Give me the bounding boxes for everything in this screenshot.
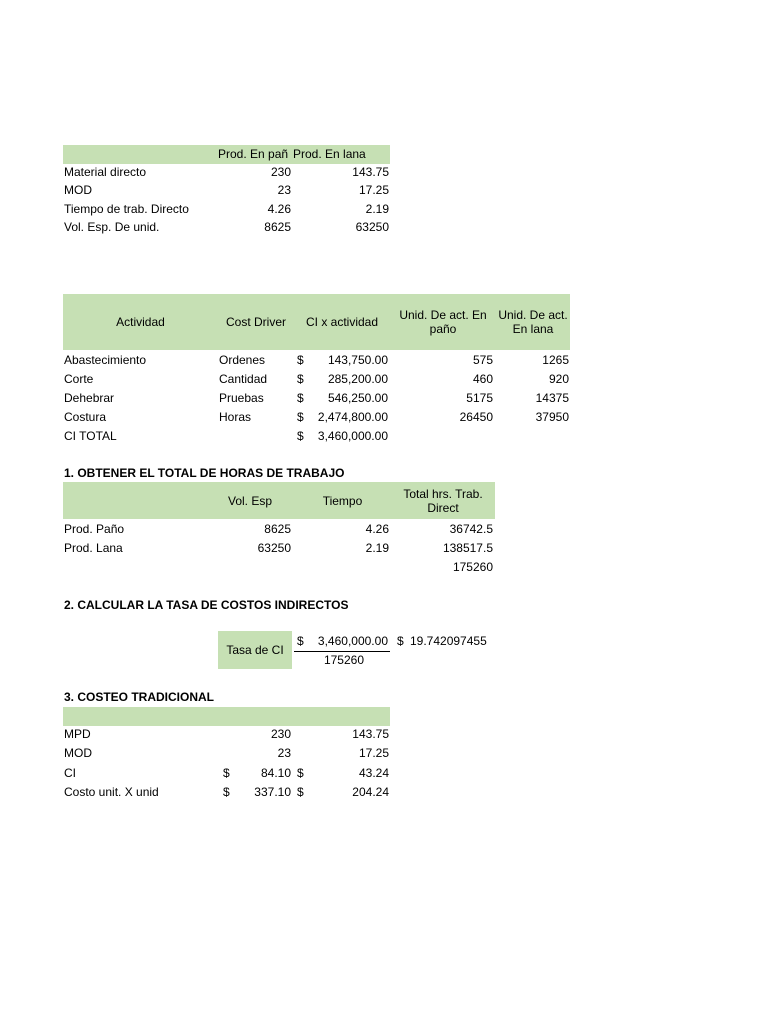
table2-header-actividad: Actividad (116, 315, 165, 329)
section1-header-vol: Vol. Esp (227, 493, 273, 508)
tasa-result: 19.742097455 (410, 634, 487, 648)
section1-total: 138517.5 (442, 541, 493, 555)
table2-ci: 3,460,000.00 (317, 429, 388, 443)
section3-title: 3. COSTEO TRADICIONAL (64, 690, 215, 704)
table1-cell: 143.75 (352, 165, 389, 179)
section1-title: 1. OBTENER EL TOTAL DE HORAS DE TRABAJO (64, 466, 345, 480)
table1-cell: 4.26 (267, 202, 291, 216)
section3-currency: $ (297, 785, 304, 799)
section3-currency: $ (223, 766, 230, 780)
table2-header-driver: Cost Driver (225, 315, 286, 329)
table2-ci: 2,474,800.00 (317, 410, 388, 424)
table2-currency: $ (297, 410, 304, 424)
tasa-numerator: 3,460,000.00 (317, 634, 388, 648)
table1-cell: 2.19 (365, 202, 389, 216)
section1-tiempo: 4.26 (365, 522, 389, 536)
table2-lana: 14375 (535, 391, 569, 405)
tasa-result-currency: $ (397, 634, 404, 648)
section1-vol: 63250 (257, 541, 291, 555)
section1-row-label: Prod. Lana (64, 541, 123, 555)
table2-pano: 460 (472, 372, 493, 386)
table2-header-pano: Unid. De act. En paño (399, 308, 487, 336)
tasa-denominator: 175260 (323, 653, 364, 667)
section3-v2: 43.24 (358, 766, 389, 780)
table2-currency: $ (297, 429, 304, 443)
table2-header-ci: CI x actividad (305, 315, 379, 329)
table2-activity: Dehebrar (64, 391, 115, 405)
table1-row-label: Material directo (64, 165, 147, 179)
table2-ci: 285,200.00 (327, 372, 388, 386)
table2-driver: Cantidad (219, 372, 268, 386)
table2-lana: 920 (548, 372, 569, 386)
section3-header-bar (63, 707, 390, 726)
table2-pano: 575 (472, 353, 493, 367)
table1-cell: 17.25 (358, 183, 389, 197)
section3-v1: 230 (270, 727, 291, 741)
table1-header-lana: Prod. En lana (293, 147, 366, 161)
table2-currency: $ (297, 372, 304, 386)
table1-row-label: Vol. Esp. De unid. (64, 220, 160, 234)
table2-activity: Corte (64, 372, 94, 386)
section3-row-label: MOD (64, 746, 92, 760)
section3-v2: 143.75 (352, 727, 389, 741)
section3-row-label: MPD (64, 727, 91, 741)
table2-driver: Pruebas (219, 391, 264, 405)
section3-row-label: CI (64, 766, 76, 780)
section1-vol: 8625 (264, 522, 291, 536)
section1-total: 36742.5 (449, 522, 493, 536)
table1-row-label: Tiempo de trab. Directo (64, 202, 189, 216)
table1-cell: 63250 (355, 220, 389, 234)
table1-cell: 8625 (264, 220, 291, 234)
section1-header-total: Total hrs. Trab. Direct (403, 486, 483, 515)
table2-driver: Ordenes (219, 353, 266, 367)
table1-header-pano: Prod. En pañ (218, 147, 289, 161)
section3-currency: $ (223, 785, 230, 799)
section1-tiempo: 2.19 (365, 541, 389, 555)
tasa-numerator-currency: $ (297, 634, 304, 648)
table2-activity: Costura (64, 410, 107, 424)
section3-v2: 17.25 (358, 746, 389, 760)
table1-row-label: MOD (64, 183, 92, 197)
table2-header-lana: Unid. De act. En lana (498, 308, 568, 336)
table1-cell: 230 (270, 165, 291, 179)
table1-cell: 23 (277, 183, 291, 197)
section3-row-label: Costo unit. X unid (64, 785, 159, 799)
tasa-label: Tasa de CI (226, 643, 284, 657)
table2-currency: $ (297, 391, 304, 405)
section3-v1: 23 (277, 746, 291, 760)
table2-driver: Horas (219, 410, 252, 424)
table2-pano: 26450 (459, 410, 493, 424)
section2-title: 2. CALCULAR LA TASA DE COSTOS INDIRECTOS (64, 598, 349, 612)
section3-v2: 204.24 (352, 785, 389, 799)
table2-ci: 143,750.00 (327, 353, 388, 367)
section3-v1: 84.10 (260, 766, 291, 780)
table2-ci: 546,250.00 (327, 391, 388, 405)
section3-currency: $ (297, 766, 304, 780)
section3-v1: 337.10 (254, 785, 291, 799)
table2-currency: $ (297, 353, 304, 367)
section1-row-label: Prod. Paño (64, 522, 125, 536)
table2-activity: Abastecimiento (64, 353, 147, 367)
table2-lana: 1265 (542, 353, 569, 367)
table2-lana: 37950 (535, 410, 569, 424)
table2-pano: 5175 (466, 391, 493, 405)
table2-activity: CI TOTAL (64, 429, 117, 443)
section1-grand-total: 175260 (452, 560, 493, 574)
section1-header-tiempo: Tiempo (322, 493, 363, 508)
